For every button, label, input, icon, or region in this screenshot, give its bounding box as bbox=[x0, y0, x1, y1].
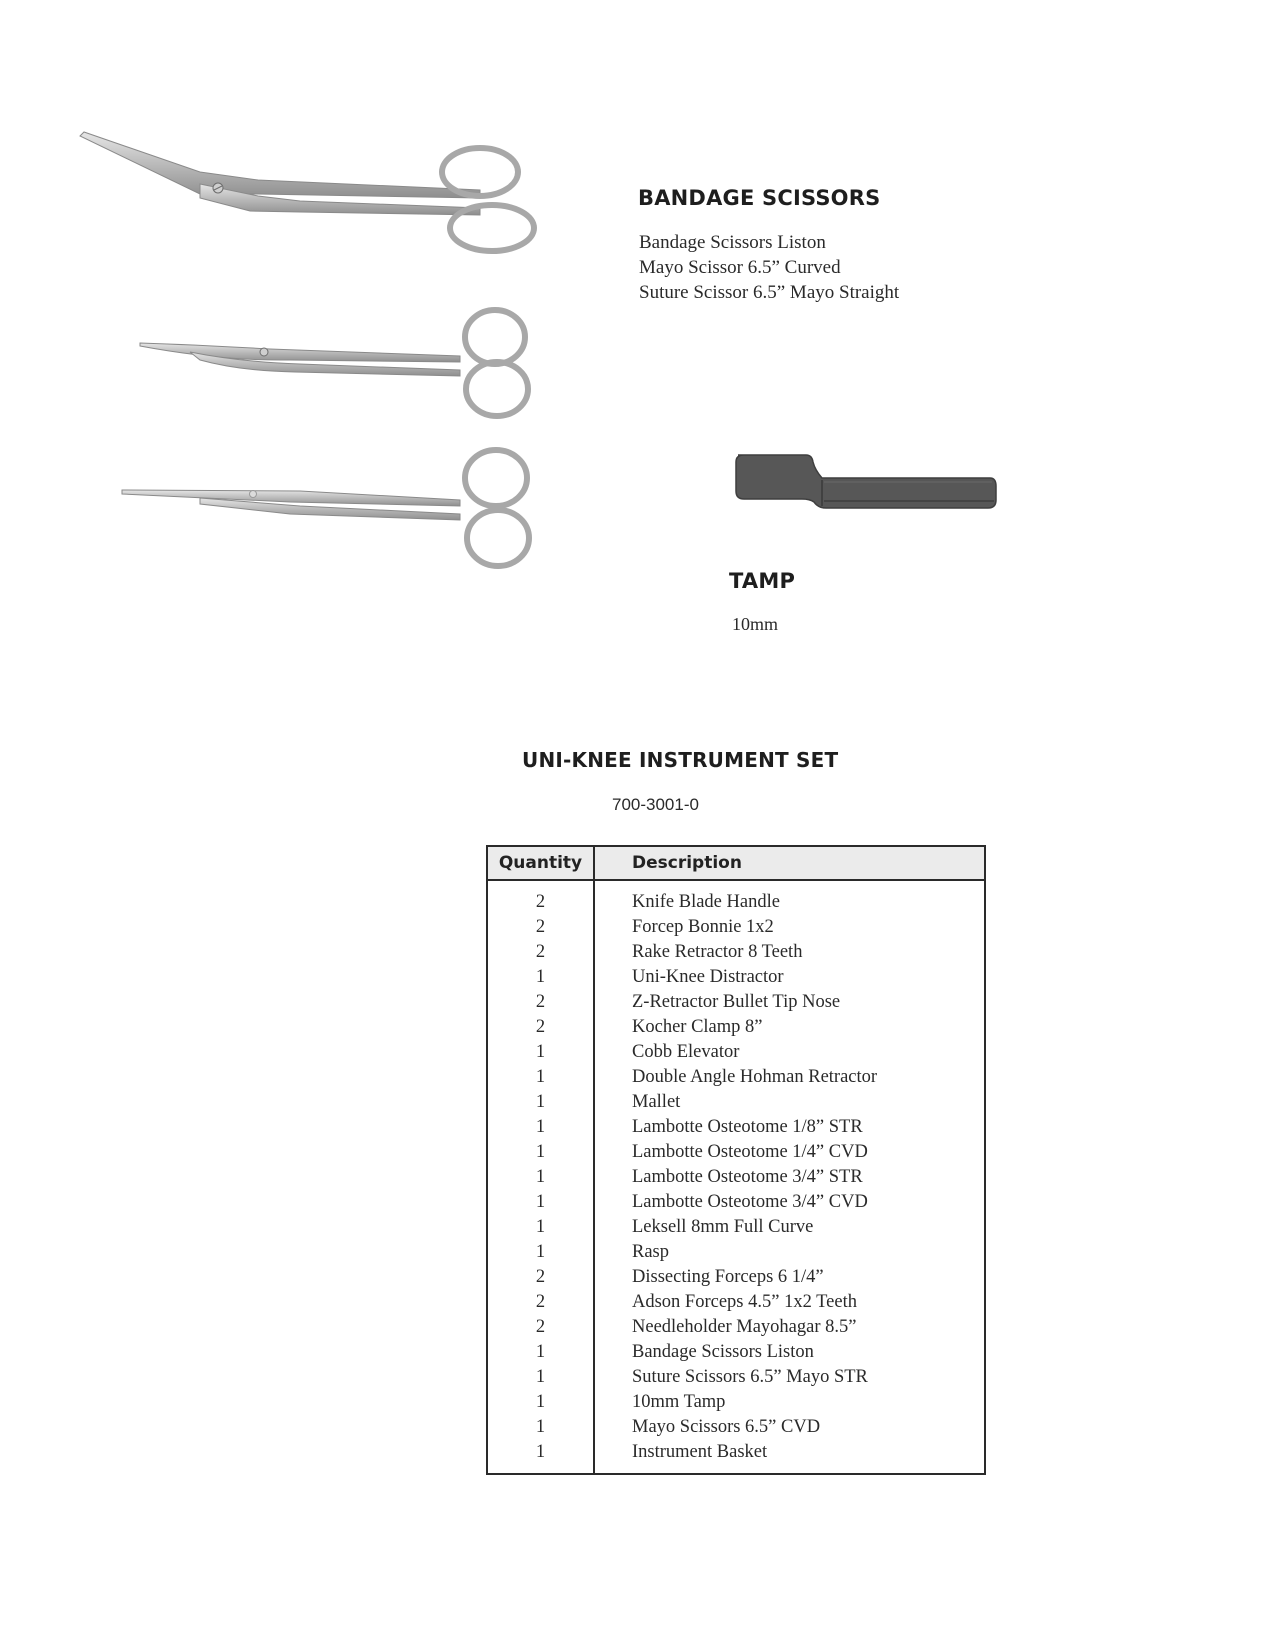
table-row bbox=[487, 1365, 985, 1390]
quantity-cell: 2 bbox=[487, 915, 594, 940]
description-cell: Z-Retractor Bullet Tip Nose bbox=[632, 992, 841, 1012]
description-cell: Rasp bbox=[632, 1242, 669, 1262]
table-body bbox=[487, 880, 985, 1474]
instrument-set-heading: UNI-KNEE INSTRUMENT SET bbox=[522, 748, 839, 772]
quantity-cell: 1 bbox=[487, 1240, 594, 1265]
quantity-cell: 2 bbox=[487, 1015, 594, 1040]
quantity-cell: 1 bbox=[487, 1090, 594, 1115]
quantity-cell: 2 bbox=[487, 940, 594, 965]
quantity-cell: 1 bbox=[487, 1065, 594, 1090]
tamp-heading: TAMP bbox=[729, 569, 796, 593]
table-row bbox=[487, 1015, 985, 1040]
description-cell: Instrument Basket bbox=[632, 1442, 768, 1462]
table-row bbox=[487, 1390, 985, 1415]
quantity-cell: 1 bbox=[487, 1415, 594, 1440]
description-cell: Mayo Scissors 6.5” CVD bbox=[632, 1417, 821, 1437]
table-row bbox=[487, 1090, 985, 1115]
quantity-cell: 1 bbox=[487, 1365, 594, 1390]
quantity-cell: 2 bbox=[487, 1265, 594, 1290]
description-cell: Rake Retractor 8 Teeth bbox=[632, 942, 803, 962]
bandage-scissors-heading: BANDAGE SCISSORS bbox=[638, 186, 881, 210]
table-row bbox=[487, 1065, 985, 1090]
description-cell: Needleholder Mayohagar 8.5” bbox=[632, 1317, 857, 1337]
list-item: Suture Scissor 6.5” Mayo Straight bbox=[639, 282, 900, 303]
table-row bbox=[487, 940, 985, 965]
table-row bbox=[487, 965, 985, 990]
table-row bbox=[487, 1265, 985, 1290]
description-cell: Mallet bbox=[632, 1092, 681, 1112]
column-header-quantity: Quantity bbox=[487, 846, 594, 880]
table-row bbox=[487, 1290, 985, 1315]
quantity-cell: 2 bbox=[487, 880, 594, 915]
quantity-cell: 1 bbox=[487, 1115, 594, 1140]
quantity-cell: 1 bbox=[487, 1390, 594, 1415]
description-cell: 10mm Tamp bbox=[632, 1392, 726, 1412]
description-cell: Lambotte Osteotome 1/8” STR bbox=[632, 1117, 863, 1137]
description-cell: Lambotte Osteotome 3/4” CVD bbox=[632, 1192, 868, 1212]
instrument-set-code: 700-3001-0 bbox=[612, 795, 699, 814]
table-row bbox=[487, 880, 985, 915]
bandage-scissors-list bbox=[639, 230, 899, 305]
description-cell: Knife Blade Handle bbox=[632, 892, 780, 912]
description-cell: Lambotte Osteotome 1/4” CVD bbox=[632, 1142, 868, 1162]
description-cell: Kocher Clamp 8” bbox=[632, 1017, 763, 1037]
instrument-table bbox=[486, 845, 986, 1475]
quantity-cell: 1 bbox=[487, 1440, 594, 1474]
table-row bbox=[487, 1440, 985, 1474]
description-cell: Leksell 8mm Full Curve bbox=[632, 1217, 814, 1237]
quantity-cell: 2 bbox=[487, 990, 594, 1015]
description-cell: Suture Scissors 6.5” Mayo STR bbox=[632, 1367, 868, 1387]
table-row bbox=[487, 1315, 985, 1340]
table-row bbox=[487, 1115, 985, 1140]
table-row bbox=[487, 1215, 985, 1240]
quantity-cell: 1 bbox=[487, 1215, 594, 1240]
table-header-row bbox=[487, 846, 985, 880]
quantity-cell: 2 bbox=[487, 1290, 594, 1315]
description-cell: Forcep Bonnie 1x2 bbox=[632, 917, 774, 937]
table-row bbox=[487, 1415, 985, 1440]
quantity-cell: 1 bbox=[487, 1140, 594, 1165]
list-item: Bandage Scissors Liston bbox=[639, 232, 826, 253]
quantity-cell: 1 bbox=[487, 1340, 594, 1365]
description-cell: Dissecting Forceps 6 1/4” bbox=[632, 1267, 824, 1287]
quantity-cell: 2 bbox=[487, 1315, 594, 1340]
table-row bbox=[487, 1040, 985, 1065]
table-row bbox=[487, 990, 985, 1015]
table-row bbox=[487, 1140, 985, 1165]
description-cell: Bandage Scissors Liston bbox=[632, 1342, 814, 1362]
table-row bbox=[487, 1165, 985, 1190]
table-row bbox=[487, 915, 985, 940]
description-cell: Lambotte Osteotome 3/4” STR bbox=[632, 1167, 863, 1187]
description-cell: Adson Forceps 4.5” 1x2 Teeth bbox=[632, 1292, 857, 1312]
tamp-size: 10mm bbox=[732, 614, 779, 634]
column-header-description: Description bbox=[594, 846, 985, 880]
list-item: Mayo Scissor 6.5” Curved bbox=[639, 257, 841, 278]
table-row bbox=[487, 1190, 985, 1215]
description-cell: Uni-Knee Distractor bbox=[632, 967, 784, 987]
quantity-cell: 1 bbox=[487, 1190, 594, 1215]
table-row bbox=[487, 1240, 985, 1265]
description-cell: Double Angle Hohman Retractor bbox=[632, 1067, 878, 1087]
quantity-cell: 1 bbox=[487, 1040, 594, 1065]
quantity-cell: 1 bbox=[487, 965, 594, 990]
description-cell: Cobb Elevator bbox=[632, 1042, 740, 1062]
quantity-cell: 1 bbox=[487, 1165, 594, 1190]
table-row bbox=[487, 1340, 985, 1365]
tamp-image bbox=[0, 0, 1, 1]
